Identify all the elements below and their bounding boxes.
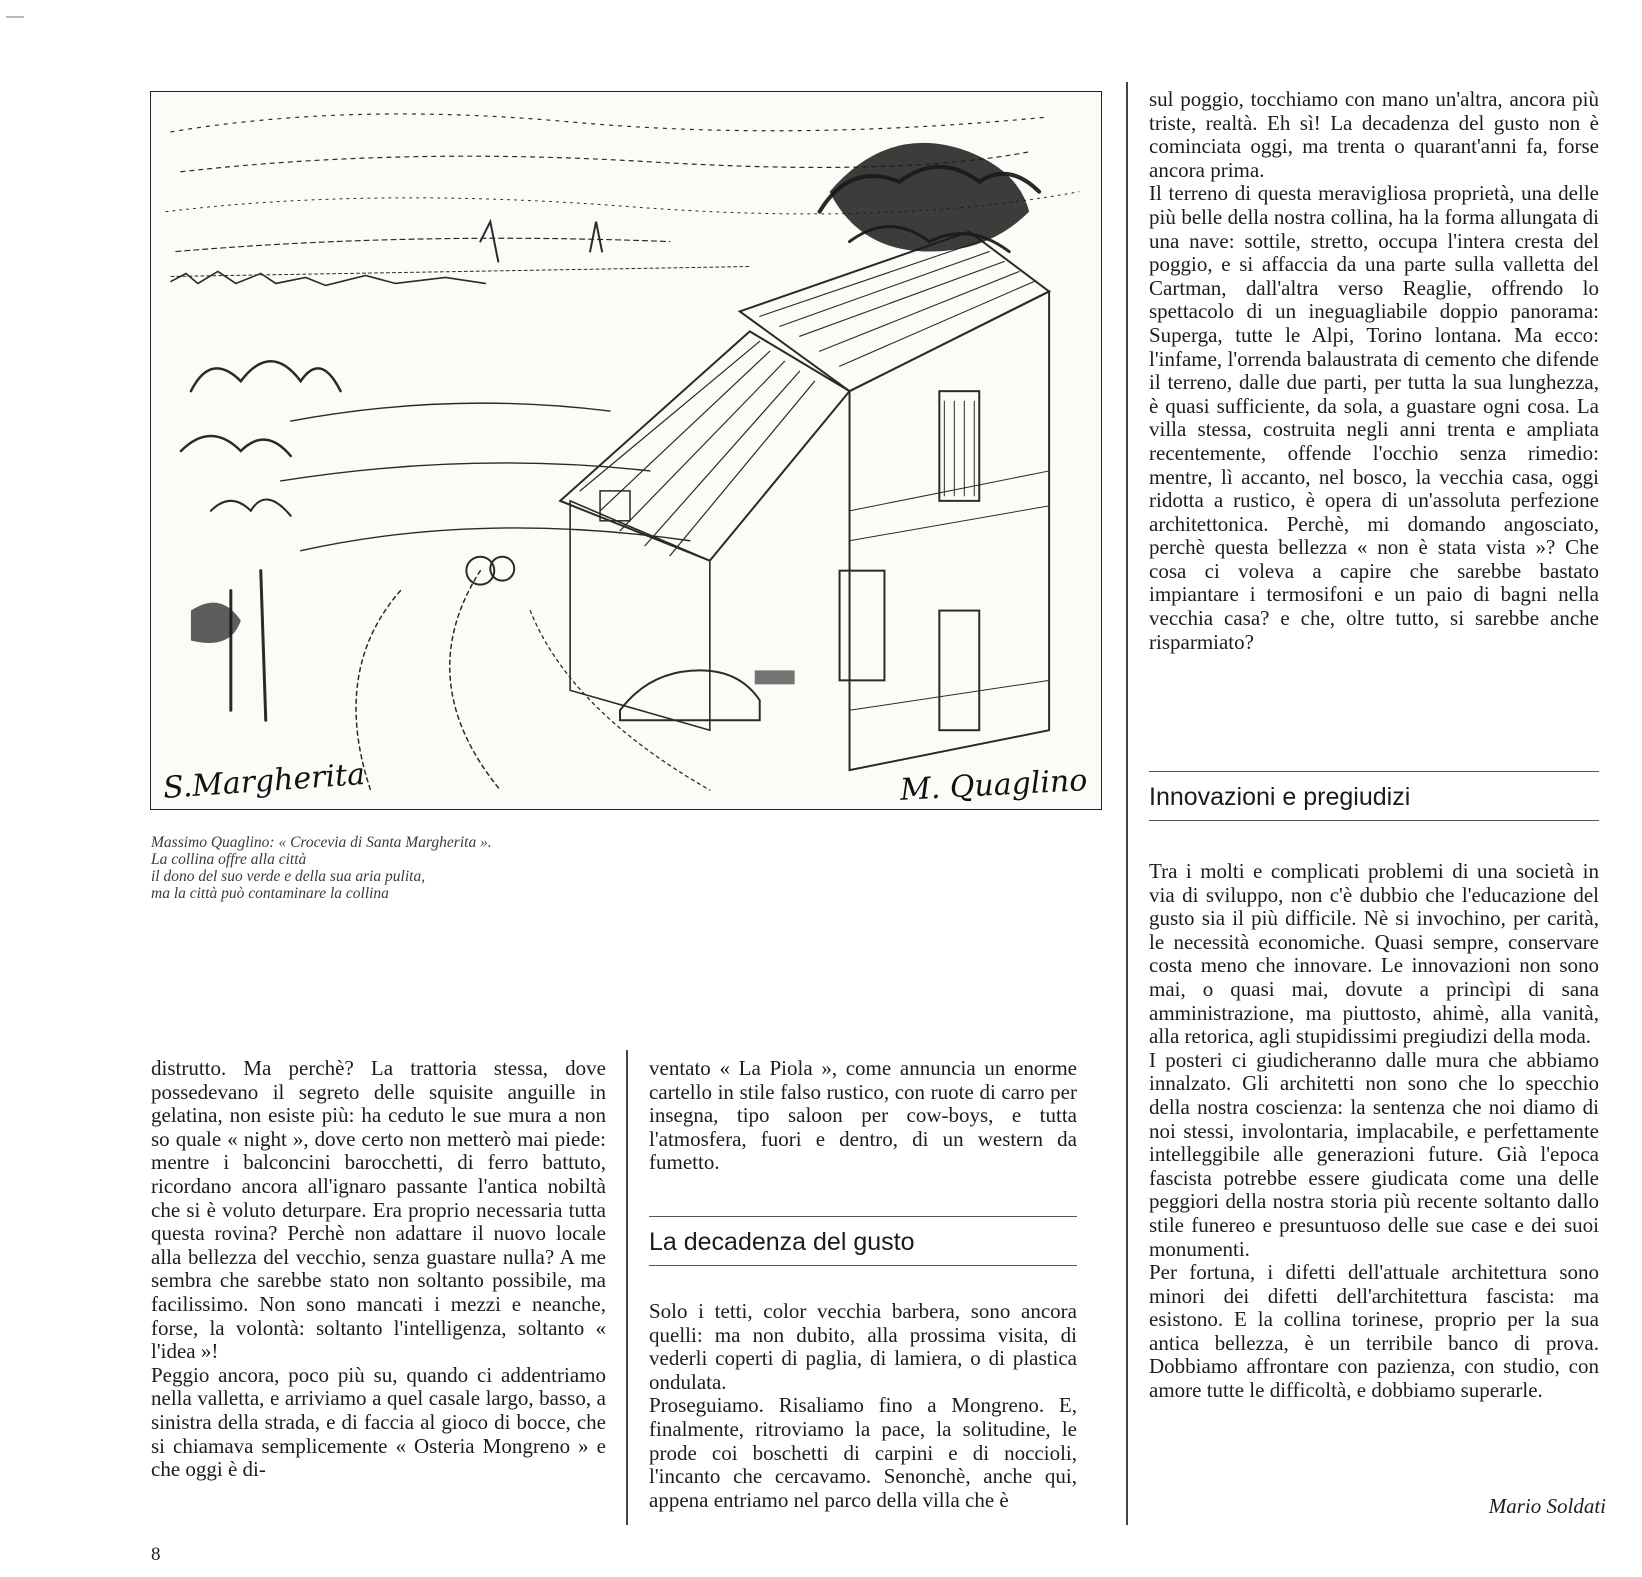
illustration: [150, 91, 1102, 810]
ink-sketch: [151, 92, 1101, 809]
paragraph: Solo i tetti, color vecchia barbera, sono ancora quelli: ma non dubito, alla prossima visita, di vederli coperti di paglia, di lamiera, o di plastica ondulata.: [649, 1299, 1077, 1394]
section-heading: La decadenza del gusto: [649, 1216, 1077, 1266]
caption-line: La collina offre alla città: [151, 851, 307, 868]
article-column-3-continued: [1149, 860, 1599, 1403]
signature-left: S.Margherita: [162, 756, 367, 807]
paragraph: I posteri ci giudicheranno dalle mura che abbiamo innalzato. Gli architetti non sono che lo specchio della nostra coscienza: la sentenza che noi diamo di noi stessi, involontaria, implacabile, e perfettamente intelleggibile alle generazioni future. Già l'epoca fascista potrebbe essere giudicata come una delle peggiori della nostra storia più recente soltanto dallo stile funereo e presuntuoso delle sue case e dei suoi monumenti.: [1149, 1047, 1599, 1261]
article-column-2: [649, 1057, 1077, 1175]
page-number: 8: [151, 1544, 161, 1565]
paragraph: Per fortuna, i difetti dell'attuale architettura sono minori dei difetti dell'architettura fascista: ma esistono. E la collina torinese, proprio per la sua antica bellezza, è un terribile banco di prova. Dobbiamo affrontare con pazienza, con studio, con amore tutte le difficoltà, e dobbiamo superarle.: [1149, 1260, 1599, 1403]
paragraph: distrutto. Ma perchè? La trattoria stessa, dove possedevano il segreto delle squisite anguille in gelatina, non esiste più: ha ceduto le sue mura a non so quale « night », dove certo non metterò mai piede: mentre i balconcini barocchetti, di ferro battuto, ricordano ancora all'ignaro passante l'antica nobiltà che si è voluto deturpare. Era proprio necessaria tutta questa rovina? Perchè non adattare il nuovo locale alla bellezza del vecchio, senza guastare nulla? A me sembra che sarebbe stato non soltanto possibile, ma facilissimo. Non sono mancati i mezzi e neanche, forse, la volontà: soltanto l'intelligenza, soltanto « l'idea »!: [151, 1056, 606, 1364]
article-column-1: [151, 1057, 606, 1482]
paragraph: Tra i molti e complicati problemi di una società in via di sviluppo, non c'è dubbio che l'educazione del gusto sia il più difficile. Nè si invochino, per carità, le necessità economiche. Quasi sempre, conservare costa meno che innovare. Le innovazioni non sono mai, o quasi mai, dovute a princìpi di sana amministrazione, ma piuttosto, ahimè, alla vanità, alla retorica, agli stupidissimi pregiudizi della moda.: [1149, 859, 1599, 1049]
section-heading: Innovazioni e pregiudizi: [1149, 771, 1599, 821]
article-column-3: [1149, 88, 1599, 654]
paragraph: Proseguiamo. Risaliamo fino a Mongreno. E, finalmente, ritroviamo la pace, la solitudine, le prode coi boschetti di carpini e di noccioli, l'incanto che cercavamo. Senonchè, anche qui, appena entriamo nel parco della villa che è: [649, 1393, 1077, 1512]
paragraph: Il terreno di questa meravigliosa proprietà, una delle più belle della nostra collina, ha la forma allungata di una nave: sottile, stretto, occupa l'intera cresta del poggio, e si affaccia da una parte sulla valletta del Cartman, dall'altra verso Reaglie, offrendo lo spettacolo di un ineguagliabile doppio panorama: Superga, tutte le Alpi, Torino lontana. Ma ecco: l'infame, l'orrenda balaustrata di cemento che difende il terreno, dalle due parti, per tutta la sua lunghezza, è quasi sufficiente, da sola, a guastare ogni cosa. La villa stessa, costruita negli anni trenta e ampliata recentemente, offende l'occhio senza rimedio: mentre, lì accanto, nel bosco, la vecchia casa, oggi ridotta a rustico, è opera di un'assoluta perfezione architettonica. Perchè, mi domando angosciato, perchè questa bellezza « non è stata vista »? Che cosa ci voleva a capire che sarebbe bastato impiantare i termosifoni e un paio di bagni nella vecchia casa? e che, oltre tutto, si sarebbe anche risparmiato?: [1149, 181, 1599, 654]
caption-line: ma la città può contaminare la collina: [151, 885, 389, 902]
paragraph: sul poggio, tocchiamo con mano un'altra, ancora più triste, realtà. Eh sì! La decadenza del gusto non è cominciata oggi, ma trenta o quarant'anni fa, forse ancora prima.: [1149, 87, 1599, 182]
signature-right: M. Quaglino: [898, 763, 1088, 808]
article-column-2-continued: [649, 1300, 1077, 1512]
caption-line: il dono del suo verde e della sua aria pulita,: [151, 868, 426, 885]
figure-caption: [151, 834, 621, 902]
corner-mark: [6, 16, 24, 18]
column-divider: [626, 1050, 628, 1525]
paragraph: Peggio ancora, poco più su, quando ci addentriamo nella valletta, e arriviamo a quel casale largo, basso, a sinistra della strada, e di faccia al gioco di bocce, che si chiamava semplicemente « Osteria Mongreno » e che oggi è di-: [151, 1362, 606, 1482]
paragraph: ventato « La Piola », come annuncia un enorme cartello in stile falso rustico, con ruote di carro per insegna, tipo saloon per cow-boys, e tutta l'atmosfera, fuori e dentro, di un western da fumetto.: [649, 1056, 1077, 1175]
column-divider: [1126, 82, 1128, 1525]
caption-line: Massimo Quaglino: « Crocevia di Santa Margherita ».: [151, 834, 492, 851]
author-name: Mario Soldati: [1488, 1494, 1606, 1518]
